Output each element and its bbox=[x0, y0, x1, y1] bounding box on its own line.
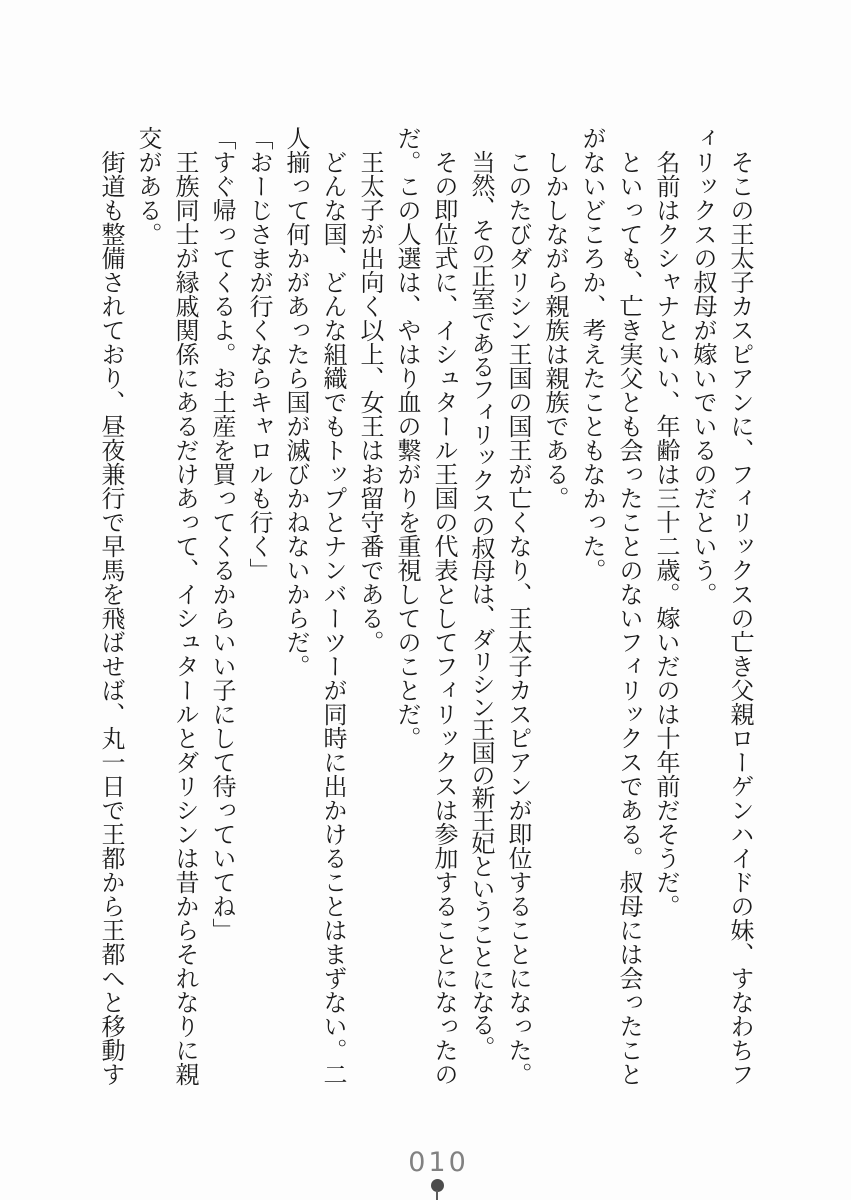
text-column: そこの王太子カスピアンに、フィリックスの亡き父親ローゲンハイドの妹、すなわちフ bbox=[726, 150, 754, 1086]
text-column: 街道も整備されており、昼夜兼行で早馬を飛ばせば、丸一日で王都から王都へと移動す bbox=[97, 150, 125, 1086]
text-column: がないどころか、考えたこともなかった。 bbox=[578, 126, 606, 582]
text-column: その即位式に、イシュタール王国の代表としてフィリックスは参加することになったの bbox=[430, 150, 458, 1086]
text-column: 王族同士が縁戚関係にあるだけあって、イシュタールとダリシンは昔からそれなりに親 bbox=[171, 150, 199, 1086]
text-column: 名前はクシャナといい、年齢は三十二歳。嫁いだのは十年前だそうだ。 bbox=[652, 150, 680, 918]
text-column: 当然、その正室であるフィリックスの叔母は、ダリシン王国の新王妃ということになる。 bbox=[467, 150, 495, 1059]
text-column: このたびダリシン王国の国王が亡くなり、王太子カスピアンが即位することになった。 bbox=[504, 150, 532, 1086]
page-ornament-stem bbox=[436, 1190, 438, 1200]
text-column: 交がある。 bbox=[134, 126, 162, 246]
text-column: といっても、亡き実父とも会ったことのないフィリックスである。叔母には会ったこと bbox=[615, 150, 643, 1086]
text-column: だ。この人選は、やはり血の繋がりを重視してのことだ。 bbox=[393, 126, 421, 750]
text-column: 人揃って何かがあったら国が滅びかねないからだ。 bbox=[282, 126, 310, 678]
text-column: しかしながら親族は親族である。 bbox=[541, 150, 569, 510]
text-column: どんな国、どんな組織でもトップとナンバーツーが同時に出かけることはまずない。二 bbox=[319, 150, 347, 1086]
text-column: 「すぐ帰ってくるよ。お土産を買ってくるからいい子にして待っていてね」 bbox=[208, 126, 236, 942]
vertical-text-block bbox=[92, 126, 758, 1141]
page-number: 010 bbox=[408, 1147, 469, 1178]
text-column: 王太子が出向く以上、女王はお留守番である。 bbox=[356, 150, 384, 654]
text-column: 「おーじさまが行くならキャロルも行く」 bbox=[245, 126, 273, 582]
text-column: ィリックスの叔母が嫁いでいるのだという。 bbox=[689, 126, 717, 606]
